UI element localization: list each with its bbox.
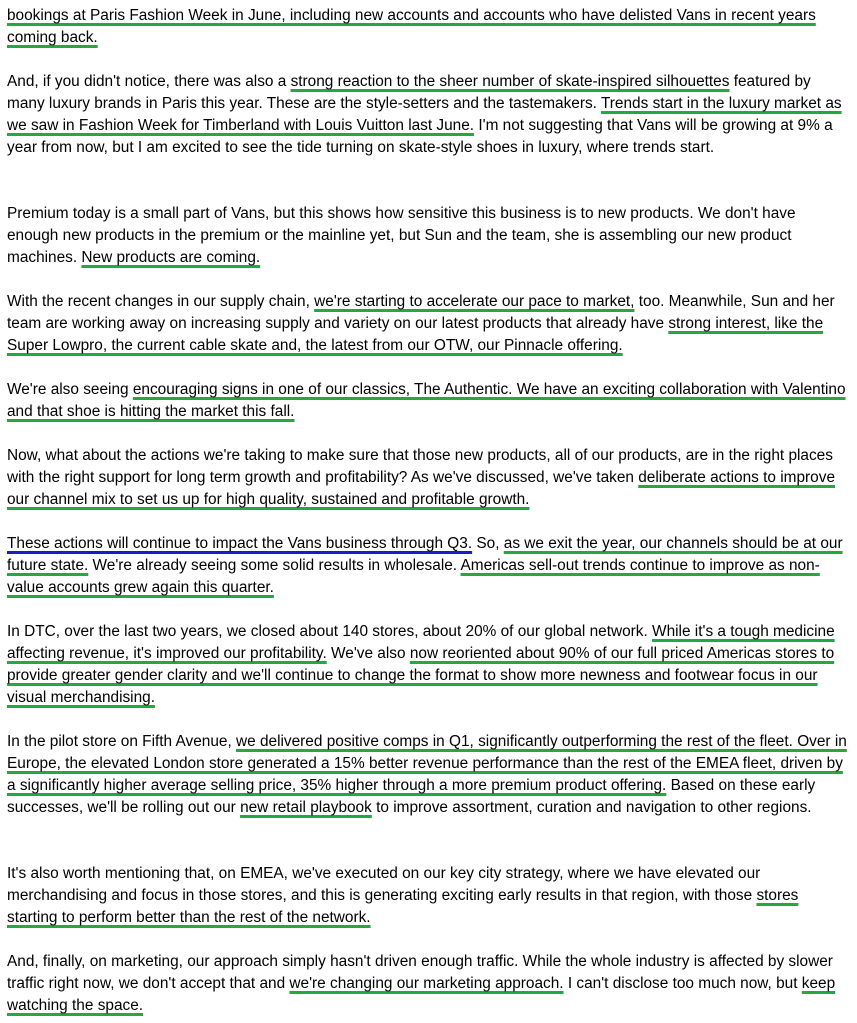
- text-segment: Now, what about the actions we're taking to make sure that those new products, all of our products, are in the right places with the right support for long term growth and profitability? As we've discussed, we've taken: [7, 447, 833, 486]
- highlighted-text-segment: we delivered positive comps in Q1, significantly outperforming the rest of the fleet. Over in Europe, the elevated London store generated a 15% better revenue performance than the rest of the EMEA fleet, driven by a significantly higher average selling price, 35% higher through a more premium product offering.: [7, 733, 847, 794]
- highlighted-text-segment: encouraging signs in one of our classics, The Authentic. We have an exciting collaboration with Valentino and that shoe is hitting the market this fall.: [7, 381, 846, 420]
- paragraph-authentic-classic: [7, 379, 849, 423]
- highlighted-text-segment: we're changing our marketing approach.: [289, 975, 564, 992]
- highlighted-text-segment: now reoriented about 90% of our full priced Americas stores to provide greater gender clarity and we'll continue to change the format to show more newness and footwear focus in our visual merchandising.: [7, 645, 835, 706]
- text-segment: I'm not suggesting that Vans will be growing at 9% a year from now, but I am excited to see the tide turning on skate-style shoes in luxury, where trends start.: [7, 117, 833, 156]
- text-segment: And, if you didn't notice, there was also a: [7, 73, 291, 90]
- text-segment: In the pilot store on Fifth Avenue,: [7, 733, 237, 750]
- text-segment: too. Meanwhile, Sun and her team are working away on increasing supply and variety on our latest products that already have: [7, 293, 835, 332]
- text-segment: It's also worth mentioning that, on EMEA, we've executed on our key city strategy, where we have elevated our merchandising and focus in those stores, and this is generating exciting early results in that region, with those: [7, 865, 761, 904]
- highlighted-text-segment: These actions will continue to impact the Vans business through Q3.: [7, 535, 473, 552]
- text-segment: So,: [472, 535, 504, 552]
- paragraph-pilot-store: [7, 731, 849, 819]
- paragraph-channel-actions: [7, 445, 849, 511]
- text-segment: We're also seeing: [7, 381, 133, 398]
- text-segment: We're already seeing some solid results in wholesale.: [88, 557, 461, 574]
- highlighted-text-segment: as we exit the year, our channels should be at our future state.: [7, 535, 843, 574]
- highlighted-text-segment: keep watching the space.: [7, 975, 836, 1014]
- text-segment: to improve assortment, curation and navigation to other regions.: [371, 799, 812, 816]
- paragraph-dtc-stores: [7, 621, 849, 709]
- text-segment: We've also: [326, 645, 410, 662]
- text-segment: featured by many luxury brands in Paris this year. These are the style-setters and the tastemakers.: [7, 73, 811, 112]
- highlighted-text-segment: strong reaction to the sheer number of skate-inspired silhouettes: [290, 73, 730, 90]
- highlighted-text-segment: deliberate actions to improve our channel mix to set us up for high quality, sustained and profitable growth.: [7, 469, 835, 508]
- text-segment: Premium today is a small part of Vans, but this shows how sensitive this business is to new products. We don't have enough new products in the premium or the mainline yet, but Sun and the team, she is assembling our new product machines.: [7, 205, 796, 266]
- paragraph-paris-fashion-week: [7, 5, 849, 49]
- text-segment: Based on these early successes, we'll be rolling out our: [7, 777, 816, 816]
- text-segment: I can't disclose too much now, but: [563, 975, 802, 992]
- paragraph-marketing: [7, 951, 849, 1017]
- paragraph-premium-products: [7, 203, 849, 269]
- paragraph-wholesale-results: [7, 533, 849, 599]
- highlighted-text-segment: we're starting to accelerate our pace to market,: [314, 293, 635, 310]
- text-segment: With the recent changes in our supply chain,: [7, 293, 315, 310]
- highlighted-text-segment: strong interest, like the Super Lowpro, the current cable skate and, the latest from our OTW, our Pinnacle offering.: [7, 315, 824, 354]
- paragraph-luxury-trends: [7, 71, 849, 159]
- highlighted-text-segment: Trends start in the luxury market as we saw in Fashion Week for Timberland with Louis Vuitton last June.: [7, 95, 842, 134]
- highlighted-text-segment: While it's a tough medicine affecting revenue, it's improved our profitability.: [7, 623, 835, 662]
- paragraph-supply-chain: [7, 291, 849, 357]
- text-segment: And, finally, on marketing, our approach simply hasn't driven enough traffic. While the whole industry is affected by slower traffic right now, we don't accept that and: [7, 953, 833, 992]
- highlighted-text-segment: new retail playbook: [240, 799, 372, 816]
- highlighted-text-segment: New products are coming.: [81, 249, 261, 266]
- text-segment: In DTC, over the last two years, we closed about 140 stores, about 20% of our global network.: [7, 623, 653, 640]
- highlighted-text-segment: bookings at Paris Fashion Week in June, including new accounts and accounts who have delisted Vans in recent years coming back.: [7, 7, 816, 46]
- highlighted-text-segment: stores starting to perform better than the rest of the network.: [7, 887, 799, 926]
- paragraph-emea-strategy: [7, 863, 849, 929]
- highlighted-text-segment: Americas sell-out trends continue to improve as non-value accounts grew again this quarter.: [7, 557, 820, 596]
